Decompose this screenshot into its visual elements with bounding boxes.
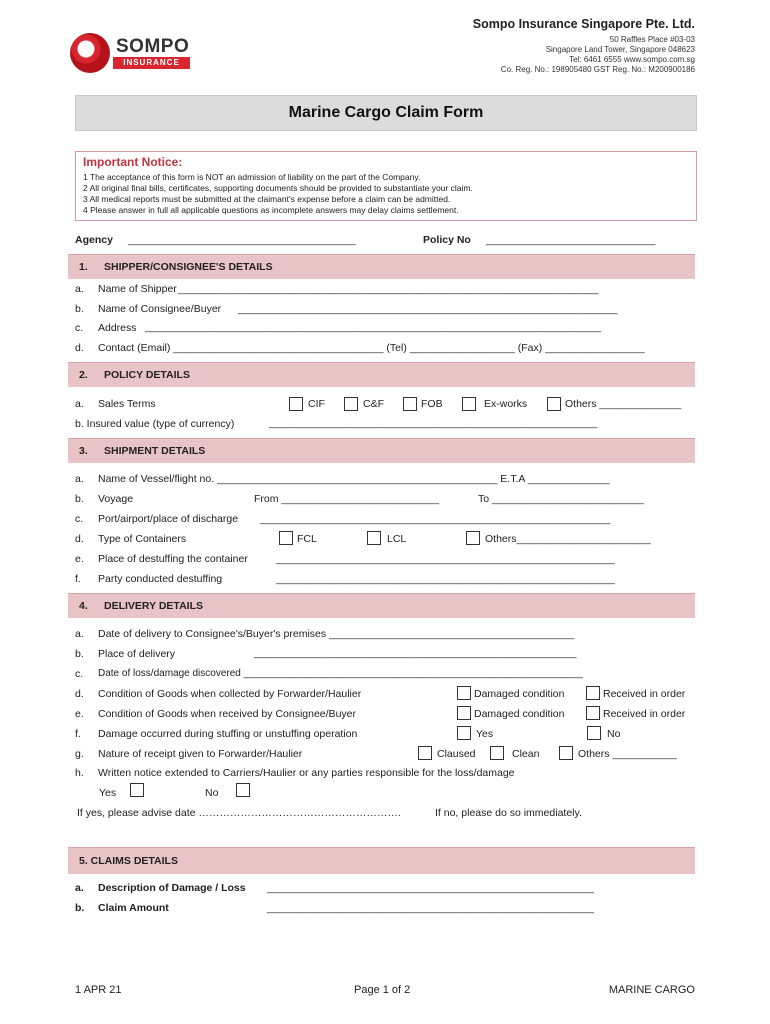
fcl-checkbox[interactable] bbox=[279, 531, 293, 545]
destuffing-place-field[interactable]: __________________________________________________________ bbox=[276, 553, 615, 565]
item-letter: b. bbox=[75, 648, 84, 660]
stuffing-yes-checkbox[interactable] bbox=[457, 726, 471, 740]
container-others-checkbox[interactable] bbox=[466, 531, 480, 545]
item-letter: a. bbox=[75, 628, 84, 640]
footer-document-type: MARINE CARGO bbox=[608, 984, 695, 996]
company-address-1: 50 Raffles Place #03-03 bbox=[609, 35, 695, 44]
item-letter: h. bbox=[75, 767, 84, 779]
policy-no-field[interactable]: _____________________________ bbox=[486, 234, 656, 246]
notice-date-field[interactable]: If yes, please advise date …………………………………………………. bbox=[77, 807, 401, 819]
notice-line: 2 All original final bills, certificates, supporting documents should be provided to substantiate your claim. bbox=[83, 183, 473, 193]
stuffing-damage-label: Damage occurred during stuffing or unstuffing operation bbox=[98, 728, 358, 740]
exworks-label: Ex-works bbox=[484, 398, 528, 410]
item-letter: g. bbox=[75, 748, 84, 760]
damage-description-field[interactable]: ________________________________________________________ bbox=[267, 882, 595, 894]
item-letter: c. bbox=[75, 668, 84, 680]
destuffing-place-label: Place of destuffing the container bbox=[98, 553, 248, 565]
received-ok-checkbox[interactable] bbox=[586, 706, 600, 720]
claim-amount-field[interactable]: ________________________________________________________ bbox=[267, 902, 595, 914]
item-letter: a. bbox=[75, 882, 84, 894]
company-address-2: Singapore Land Tower, Singapore 048623 bbox=[545, 45, 695, 54]
condition-received-label: Condition of Goods when received by Consignee/Buyer bbox=[98, 708, 356, 720]
item-letter: c. bbox=[75, 513, 84, 525]
condition-collected-label: Condition of Goods when collected by Forwarder/Haulier bbox=[98, 688, 362, 700]
shipper-name-label: Name of Shipper bbox=[98, 283, 177, 295]
stuffing-no-checkbox[interactable] bbox=[587, 726, 601, 740]
consignee-name-field[interactable]: _________________________________________________________________ bbox=[238, 303, 618, 315]
fcl-label: FCL bbox=[297, 533, 317, 545]
item-letter: b. bbox=[75, 902, 85, 914]
section-shipment-details bbox=[68, 438, 695, 463]
item-letter: b. bbox=[75, 303, 84, 315]
notice-no-checkbox[interactable] bbox=[236, 783, 250, 797]
insured-value-field[interactable]: ___________________________________________________________ bbox=[269, 418, 598, 429]
voyage-label: Voyage bbox=[98, 493, 134, 505]
contact-fields[interactable]: Contact (Email) ____________________________________ (Tel) __________________ (Fax) _________________ bbox=[98, 342, 645, 354]
destuffing-party-field[interactable]: __________________________________________________________ bbox=[276, 573, 615, 585]
item-letter: f. bbox=[75, 573, 81, 585]
address-label: Address bbox=[98, 322, 137, 334]
received-in-order-label: Received in order bbox=[603, 708, 686, 720]
notice-yes-checkbox[interactable] bbox=[130, 783, 144, 797]
destuffing-party-label: Party conducted destuffing bbox=[98, 573, 223, 585]
voyage-from-field[interactable]: From ___________________________ bbox=[254, 493, 440, 505]
notice-heading: Important Notice: bbox=[83, 155, 183, 169]
clean-checkbox[interactable] bbox=[490, 746, 504, 760]
company-address-3: Tel: 6461 6555 www.sompo.com.sg bbox=[569, 55, 695, 64]
notice-line: 4 Please answer in full all applicable questions as incomplete answers may delay claims settlement. bbox=[83, 205, 459, 215]
notice-line: 3 All medical reports must be submitted at the claimant's expense before a claim can be admitted. bbox=[83, 194, 451, 204]
exworks-checkbox[interactable] bbox=[462, 397, 476, 411]
item-letter: a. bbox=[75, 473, 84, 485]
delivery-place-label: Place of delivery bbox=[98, 648, 176, 660]
loss-date-field[interactable]: Date of loss/damage discovered _____________________________________________________________ bbox=[98, 668, 583, 679]
container-type-label: Type of Containers bbox=[98, 533, 187, 545]
section-delivery-details bbox=[68, 593, 695, 618]
collected-received-checkbox[interactable] bbox=[586, 686, 600, 700]
received-in-order-label: Received in order bbox=[603, 688, 686, 700]
voyage-to-field[interactable]: To __________________________ bbox=[478, 493, 644, 505]
sompo-logo-icon bbox=[70, 33, 110, 73]
lcl-checkbox[interactable] bbox=[367, 531, 381, 545]
received-damaged-checkbox[interactable] bbox=[457, 706, 471, 720]
fob-checkbox[interactable] bbox=[403, 397, 417, 411]
logo-subtitle: INSURANCE bbox=[113, 57, 190, 69]
receipt-nature-label: Nature of receipt given to Forwarder/Haulier bbox=[98, 748, 303, 760]
lcl-label: LCL bbox=[387, 533, 407, 545]
notice-no-label: No bbox=[205, 787, 219, 799]
damaged-condition-label: Damaged condition bbox=[474, 708, 565, 720]
company-name: Sompo Insurance Singapore Pte. Ltd. bbox=[472, 17, 695, 31]
container-others-field[interactable]: Others_______________________ bbox=[485, 533, 651, 545]
sales-terms-label: Sales Terms bbox=[98, 398, 156, 410]
important-notice bbox=[75, 151, 697, 221]
claused-label: Claused bbox=[437, 748, 476, 760]
cf-label: C&F bbox=[363, 398, 384, 410]
section-title: DELIVERY DETAILS bbox=[104, 600, 203, 612]
section-title: SHIPPER/CONSIGNEE'S DETAILS bbox=[104, 261, 273, 273]
section-number: 4. bbox=[79, 600, 88, 612]
agency-label: Agency bbox=[75, 234, 113, 246]
item-letter: e. bbox=[75, 553, 84, 565]
fob-label: FOB bbox=[421, 398, 443, 410]
section-title: SHIPMENT DETAILS bbox=[104, 445, 206, 457]
item-letter: d. bbox=[75, 342, 84, 354]
section-shipper-consignee bbox=[68, 254, 695, 279]
claused-checkbox[interactable] bbox=[418, 746, 432, 760]
notice-line: 1 The acceptance of this form is NOT an admission of liability on the part of the Company. bbox=[83, 172, 421, 182]
item-letter: d. bbox=[75, 688, 84, 700]
logo-wordmark: SOMPO bbox=[116, 36, 190, 57]
yes-label: Yes bbox=[476, 728, 494, 740]
consignee-name-label: Name of Consignee/Buyer bbox=[98, 303, 222, 315]
footer-date: 1 APR 21 bbox=[75, 984, 122, 996]
insured-value-label: b. Insured value (type of currency) bbox=[75, 418, 235, 430]
cif-label: CIF bbox=[308, 398, 325, 410]
item-letter: a. bbox=[75, 283, 84, 295]
claim-amount-label: Claim Amount bbox=[98, 902, 169, 914]
clean-label: Clean bbox=[512, 748, 540, 760]
form-title: Marine Cargo Claim Form bbox=[75, 95, 697, 131]
item-letter: c. bbox=[75, 322, 84, 334]
section-number: 1. bbox=[79, 261, 88, 273]
receipt-others-field[interactable]: Others ___________ bbox=[578, 748, 677, 760]
section-number: 2. bbox=[79, 369, 88, 381]
others-checkbox[interactable] bbox=[547, 397, 561, 411]
shipper-name-field[interactable]: ________________________________________________________________________ bbox=[178, 283, 599, 295]
damaged-condition-label: Damaged condition bbox=[474, 688, 565, 700]
address-field[interactable]: __________________________________________________________________________________ bbox=[145, 322, 602, 333]
item-letter: d. bbox=[75, 533, 84, 545]
damage-description-label: Description of Damage / Loss bbox=[98, 882, 246, 894]
section-title: 5. CLAIMS DETAILS bbox=[79, 855, 178, 867]
item-letter: b. bbox=[75, 493, 84, 505]
section-title: POLICY DETAILS bbox=[104, 369, 190, 381]
discharge-port-field[interactable]: ____________________________________________________________ bbox=[260, 513, 611, 525]
footer-page-number: Page 1 of 2 bbox=[354, 984, 411, 996]
written-notice-label: Written notice extended to Carriers/Haulier or any parties responsible for the loss/damage bbox=[98, 767, 515, 779]
policy-no-label: Policy No bbox=[423, 234, 471, 246]
section-policy-details bbox=[68, 362, 695, 387]
others-field[interactable]: Others ______________ bbox=[565, 398, 682, 410]
agency-field[interactable]: _______________________________________ bbox=[128, 234, 356, 246]
cif-checkbox[interactable] bbox=[289, 397, 303, 411]
delivery-date-field[interactable]: Date of delivery to Consignee's/Buyer's premises __________________________________________ bbox=[98, 628, 575, 640]
collected-damaged-checkbox[interactable] bbox=[457, 686, 471, 700]
delivery-place-field[interactable]: __________________________________________________________ bbox=[254, 648, 577, 659]
no-label: No bbox=[607, 728, 621, 740]
section-number: 3. bbox=[79, 445, 88, 457]
section-claims-details bbox=[68, 847, 695, 874]
company-registration: Co. Reg. No.: 198905480 GST Reg. No.: M200900186 bbox=[500, 65, 695, 74]
notice-yes-label: Yes bbox=[99, 787, 117, 799]
discharge-port-label: Port/airport/place of discharge bbox=[98, 513, 239, 525]
cf-checkbox[interactable] bbox=[344, 397, 358, 411]
item-letter: e. bbox=[75, 708, 84, 720]
vessel-flight-field[interactable]: Name of Vessel/flight no. ________________________________________________ E.T.A ______________ bbox=[98, 473, 610, 485]
item-letter: a. bbox=[75, 398, 84, 410]
receipt-others-checkbox[interactable] bbox=[559, 746, 573, 760]
item-letter: f. bbox=[75, 728, 81, 740]
notice-instruction: If no, please do so immediately. bbox=[435, 807, 582, 819]
